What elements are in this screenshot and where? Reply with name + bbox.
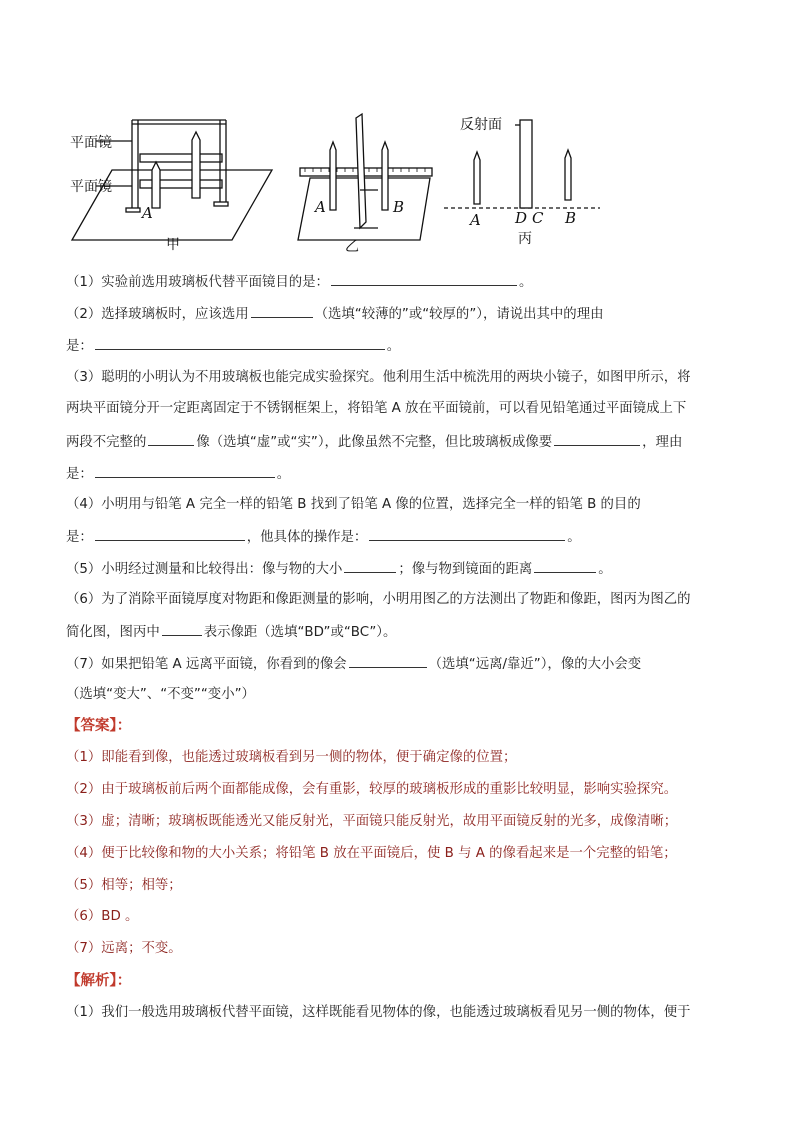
fig-jia-pencil-a-label: A (142, 204, 153, 222)
caption-jia: 甲 (166, 237, 180, 253)
question-2: （2）选择玻璃板时，应该选用 （选填“较薄的”或“较厚的”），请说出其中的理由 (66, 303, 722, 325)
question-5: （5）小明经过测量和比较得出：像与物的大小 ；像与物到镜面的距离 。 (66, 558, 722, 580)
answer-blank[interactable] (95, 463, 275, 478)
figure-yi-diagram (298, 114, 432, 240)
answer-blank[interactable] (95, 526, 245, 541)
question-1: （1）实验前选用玻璃板代替平面镜目的是： 。 (66, 271, 722, 293)
question-6: （6）为了消除平面镜厚度对物距和像距测量的影响，小明用图乙的方法测出了物距和像距，图丙为图乙的 (66, 592, 691, 607)
answer-blank[interactable] (369, 526, 565, 541)
question-3-line-3: 两段不完整的 像（选填“虚”或“实”），此像虽然不完整，但比玻璃板成像要 ，理由 (66, 431, 722, 453)
answer-3: （3）虚；清晰；玻璃板既能透光又能反射光，平面镜只能反射光，故用平面镜反射的光多，成像清晰； (66, 814, 678, 829)
answer-heading: 【答案】： (66, 718, 132, 734)
answer-blank[interactable] (534, 558, 596, 573)
fig-yi-pencil-b-label: B (393, 198, 405, 216)
question-3-line-4: 是： 。 (66, 463, 722, 485)
label-plane-mirror-top: 平面镜 (70, 135, 112, 151)
question-6-line-2: 简化图，图丙中 表示像距（选填“BD”或“BC”）。 (66, 621, 722, 643)
answer-blank[interactable] (95, 335, 385, 350)
question-3-line-2: 两块平面镜分开一定距离固定于不锈钢框架上，将铅笔 A 放在平面镜前，可以看见铅笔通过平面镜成上下 (66, 401, 687, 416)
question-7: （7）如果把铅笔 A 远离平面镜，你看到的像会 （选填“远离/靠近”），像的大小会变 (66, 653, 722, 675)
fig-bing-point-a: A (470, 211, 481, 229)
figure-bing-diagram (444, 117, 600, 208)
answer-6: （6）BD 。 (66, 909, 139, 924)
answer-blank[interactable] (148, 431, 194, 446)
answer-blank[interactable] (554, 431, 640, 446)
answer-blank[interactable] (331, 271, 517, 286)
answer-2: （2）由于玻璃板前后两个面都能成像，会有重影，较厚的玻璃板形成的重影比较明显，影响实验探究。 (66, 782, 678, 797)
fig-bing-point-d: D (515, 209, 528, 227)
fig-bing-point-b: B (565, 209, 577, 227)
answer-5: （5）相等；相等； (66, 878, 182, 893)
label-reflecting-surface: 反射面 (460, 117, 502, 133)
fig-bing-point-c: C (532, 209, 544, 227)
caption-bing: 丙 (518, 231, 532, 247)
answer-blank[interactable] (162, 621, 202, 636)
experiment-diagram (60, 110, 620, 260)
question-2-cont: 是： 。 (66, 335, 722, 357)
answer-blank[interactable] (349, 653, 427, 668)
question-4-line-2: 是： ，他具体的操作是： 。 (66, 526, 722, 548)
fig-yi-pencil-a-label: A (315, 198, 326, 216)
answer-4: （4）便于比较像和物的大小关系；将铅笔 B 放在平面镜后，使 B 与 A 的像看起来是一个完整的铅笔； (66, 846, 677, 861)
question-4: （4）小明用与铅笔 A 完全一样的铅笔 B 找到了铅笔 A 像的位置，选择完全一样的铅笔 B 的目的 (66, 497, 641, 512)
answer-1: （1）即能看到像，也能透过玻璃板看到另一侧的物体，便于确定像的位置； (66, 750, 517, 765)
question-7-line-2: （选填“变大”、“不变”“变小”） (66, 687, 255, 702)
answer-blank[interactable] (344, 558, 396, 573)
answer-7: （7）远离；不变。 (66, 941, 182, 956)
answer-blank[interactable] (251, 303, 313, 318)
experiment-figure (60, 110, 620, 260)
label-plane-mirror-bottom: 平面镜 (70, 179, 112, 195)
question-3: （3）聪明的小明认为不用玻璃板也能完成实验探究。他利用生活中梳洗用的两块小镜子，如图甲所示，将 (66, 370, 691, 385)
analysis-1: （1）我们一般选用玻璃板代替平面镜，这样既能看见物体的像，也能透过玻璃板看见另一侧的物体，便于 (66, 1005, 691, 1020)
caption-yi: 乙 (345, 239, 359, 255)
analysis-heading: 【解析】： (66, 973, 132, 989)
